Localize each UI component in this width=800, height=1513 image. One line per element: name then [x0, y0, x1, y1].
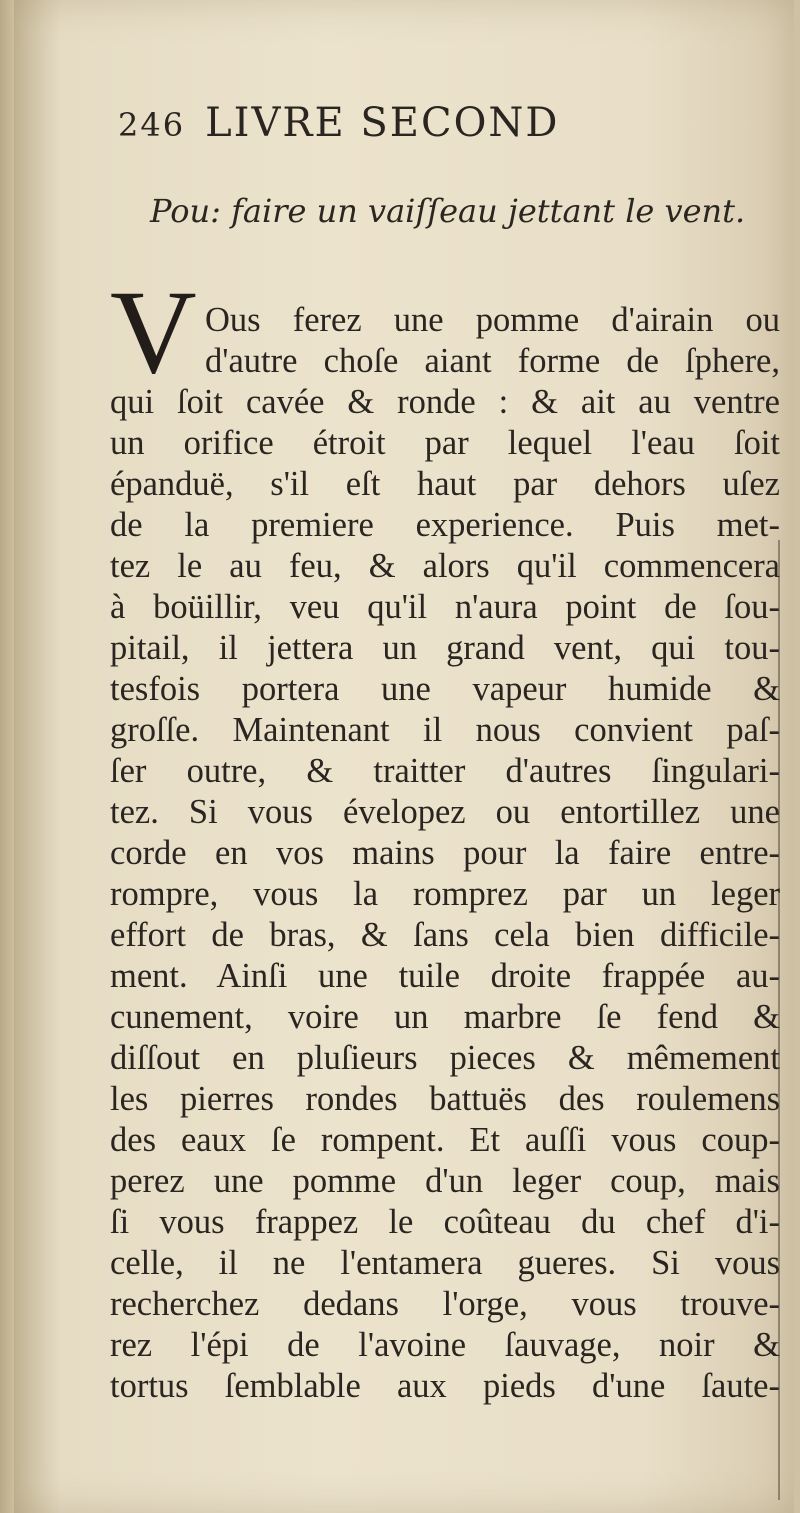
- text-line: ſi vous frappez le coûteau du chef d'i-: [110, 1203, 780, 1241]
- text-line: rez l'épi de l'avoine ſauvage, noir &: [110, 1326, 780, 1364]
- text-line: cunement, voire un marbre ſe fend &: [110, 998, 780, 1036]
- page-gutter: [0, 0, 14, 1513]
- text-line: épanduë, s'il eſt haut par dehors uſez: [110, 465, 780, 503]
- running-header: [118, 100, 559, 146]
- text-line: effort de bras, & ſans cela bien difficile-: [110, 916, 780, 954]
- text-line: recherchez dedans l'orge, vous trouve-: [110, 1285, 780, 1323]
- text-line: tortus ſemblable aux pieds d'une ſaute-: [110, 1367, 780, 1405]
- text-line: celle, il ne l'entamera gueres. Si vous: [110, 1244, 780, 1282]
- text-line: ment. Ainſi une tuile droite frappée au-: [110, 957, 780, 995]
- page-number: 246: [118, 106, 186, 144]
- section-title: Pou: faire un vaiſſeau jettant le vent.: [150, 192, 746, 230]
- text-line: pitail, il jettera un grand vent, qui tou-: [110, 629, 780, 667]
- text-line: ſer outre, & traitter d'autres ſingulari-: [110, 752, 780, 790]
- text-line: perez une pomme d'un leger coup, mais: [110, 1162, 780, 1200]
- text-line: à boüillir, veu qu'il n'aura point de ſou-: [110, 588, 780, 626]
- text-line: de la premiere experience. Puis met-: [110, 506, 780, 544]
- text-line: les pierres rondes battuës des roulemens: [110, 1080, 780, 1118]
- text-line: diſſout en pluſieurs pieces & mêmement: [110, 1039, 780, 1077]
- drop-capital: V: [110, 265, 197, 398]
- text-line: rompre, vous la romprez par un leger: [110, 875, 780, 913]
- text-line: tesfois portera une vapeur humide &: [110, 670, 780, 708]
- text-line: tez le au feu, & alors qu'il commencera: [110, 547, 780, 585]
- text-line: qui ſoit cavée & ronde : & ait au ventre: [110, 383, 780, 421]
- text-line: tez. Si vous évelopez ou entortillez une: [110, 793, 780, 831]
- text-line: d'autre choſe aiant forme de ſphere,: [205, 342, 780, 380]
- running-title: LIVRE SECOND: [205, 100, 560, 146]
- text-line: un orifice étroit par lequel l'eau ſoit: [110, 424, 780, 462]
- body-text: [110, 300, 780, 1407]
- text-line: corde en vos mains pour la faire entre-: [110, 834, 780, 872]
- text-line: groſſe. Maintenant il nous convient paſ-: [110, 711, 780, 749]
- text-line: Ous ferez une pomme d'airain ou: [205, 301, 780, 339]
- text-line: des eaux ſe rompent. Et auſſi vous coup-: [110, 1121, 780, 1159]
